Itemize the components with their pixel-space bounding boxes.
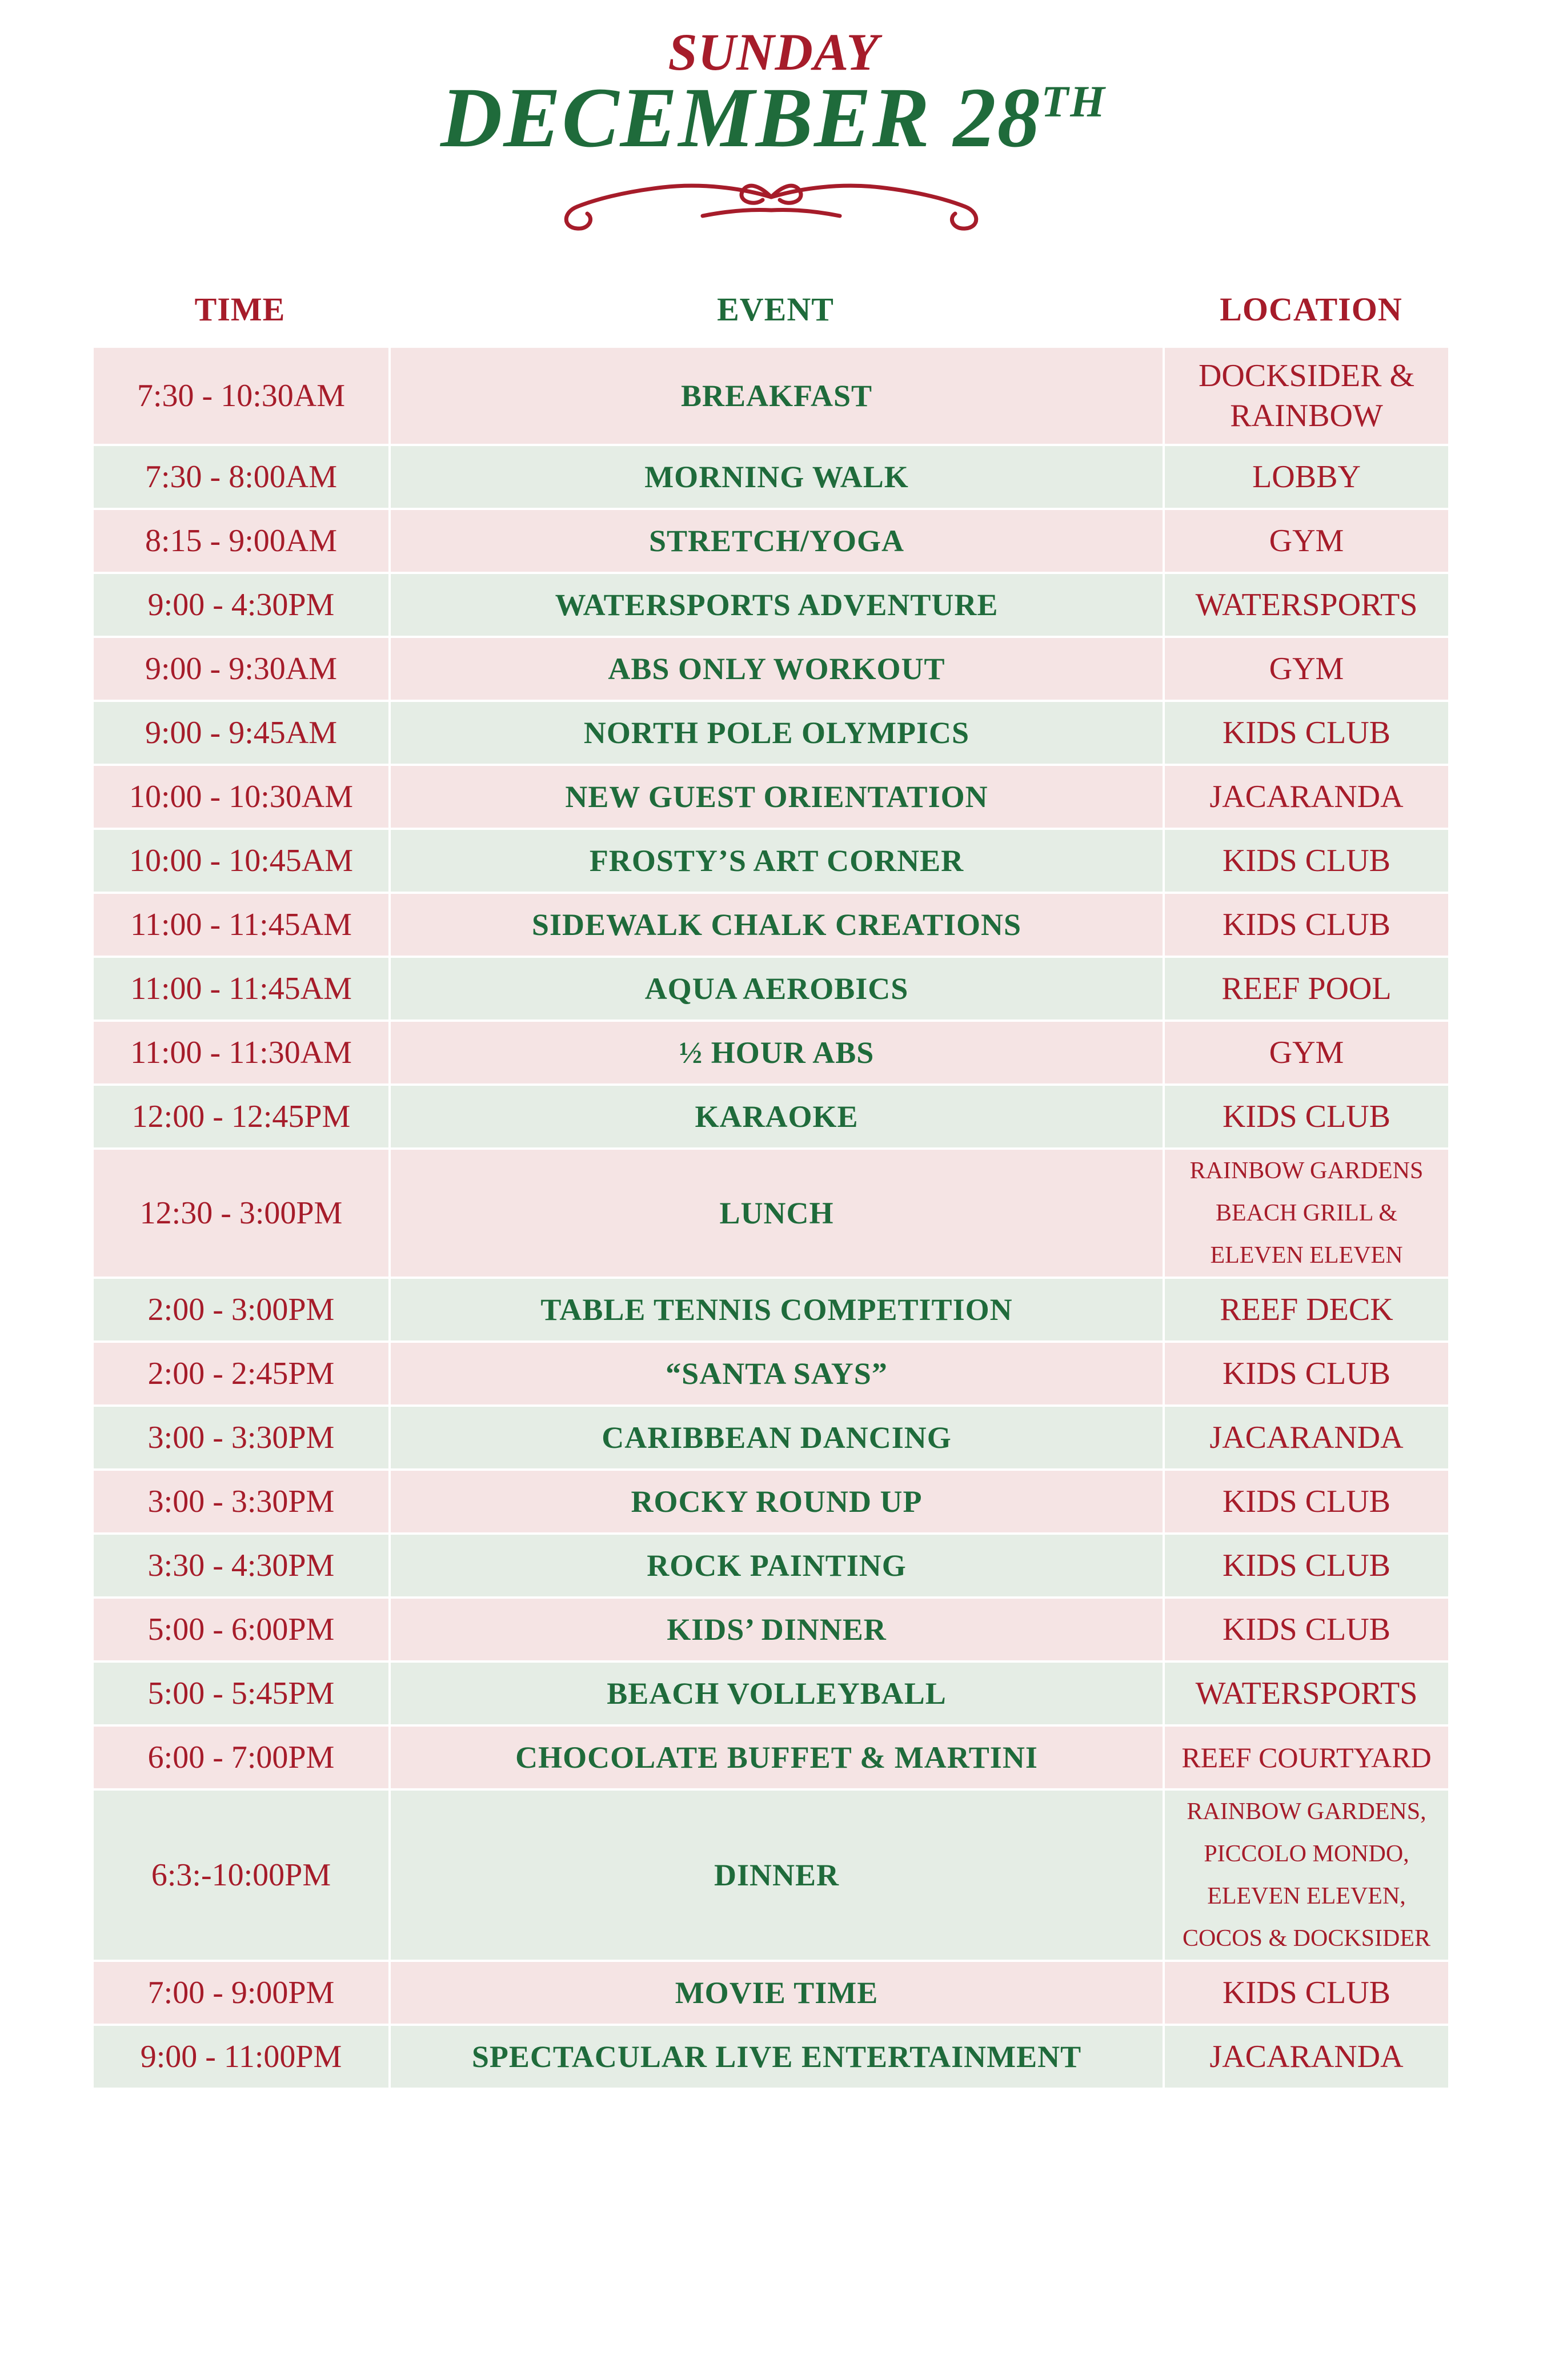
location-cell: REEF POOL: [1164, 957, 1449, 1021]
date-suffix: TH: [1041, 77, 1107, 126]
table-row: [93, 1661, 1449, 1725]
time-cell: 9:00 - 9:30AM: [93, 637, 390, 701]
location-cell: JACARANDA: [1164, 2025, 1449, 2089]
location-cell: KIDS CLUB: [1164, 829, 1449, 893]
time-cell: 6:00 - 7:00PM: [93, 1725, 390, 1789]
table-row: [93, 893, 1449, 957]
event-cell: AQUA AEROBICS: [390, 957, 1164, 1021]
table-row: [93, 1406, 1449, 1470]
event-cell: KARAOKE: [390, 1085, 1164, 1149]
time-cell: 3:30 - 4:30PM: [93, 1534, 390, 1598]
event-cell: ROCKY ROUND UP: [390, 1470, 1164, 1534]
event-cell: STRETCH/YOGA: [390, 509, 1164, 573]
event-cell: KIDS’ DINNER: [390, 1598, 1164, 1661]
column-header-time: TIME: [194, 291, 286, 328]
table-row: [93, 509, 1449, 573]
table-row: [93, 1085, 1449, 1149]
time-cell: 9:00 - 9:45AM: [93, 701, 390, 765]
location-cell: KIDS CLUB: [1164, 1598, 1449, 1661]
time-cell: 8:15 - 9:00AM: [93, 509, 390, 573]
table-row: [93, 701, 1449, 765]
table-row: [93, 765, 1449, 829]
location-cell: WATERSPORTS: [1164, 1661, 1449, 1725]
table-row: [93, 445, 1449, 509]
table-row: [93, 2025, 1449, 2089]
location-cell: REEF COURTYARD: [1164, 1725, 1449, 1789]
table-row: [93, 1342, 1449, 1406]
table-row: [93, 1789, 1449, 1961]
date-main: DECEMBER 28: [440, 70, 1041, 165]
location-cell: WATERSPORTS: [1164, 573, 1449, 637]
location-cell: KIDS CLUB: [1164, 1342, 1449, 1406]
time-cell: 5:00 - 5:45PM: [93, 1661, 390, 1725]
location-cell: KIDS CLUB: [1164, 1470, 1449, 1534]
location-cell: REEF DECK: [1164, 1278, 1449, 1342]
time-cell: 11:00 - 11:45AM: [93, 893, 390, 957]
location-cell: GYM: [1164, 637, 1449, 701]
time-cell: 3:00 - 3:30PM: [93, 1470, 390, 1534]
column-header-location: LOCATION: [1220, 291, 1402, 328]
event-cell: MORNING WALK: [390, 445, 1164, 509]
event-cell: SPECTACULAR LIVE ENTERTAINMENT: [390, 2025, 1164, 2089]
table-row: [93, 637, 1449, 701]
time-cell: 9:00 - 11:00PM: [93, 2025, 390, 2089]
location-cell: DOCKSIDER & RAINBOW: [1164, 347, 1449, 445]
time-cell: 7:00 - 9:00PM: [93, 1961, 390, 2025]
time-cell: 7:30 - 8:00AM: [93, 445, 390, 509]
event-cell: NORTH POLE OLYMPICS: [390, 701, 1164, 765]
table-row: [93, 347, 1449, 445]
time-cell: 2:00 - 3:00PM: [93, 1278, 390, 1342]
event-cell: SIDEWALK CHALK CREATIONS: [390, 893, 1164, 957]
table-row: [93, 1278, 1449, 1342]
table-row: [93, 1149, 1449, 1278]
location-cell: KIDS CLUB: [1164, 893, 1449, 957]
event-cell: MOVIE TIME: [390, 1961, 1164, 2025]
table-row: [93, 1534, 1449, 1598]
location-cell: RAINBOW GARDENS BEACH GRILL & ELEVEN ELEVEN: [1164, 1149, 1449, 1278]
time-cell: 2:00 - 2:45PM: [93, 1342, 390, 1406]
event-cell: ROCK PAINTING: [390, 1534, 1164, 1598]
event-cell: CHOCOLATE BUFFET & MARTINI: [390, 1725, 1164, 1789]
event-cell: BEACH VOLLEYBALL: [390, 1661, 1164, 1725]
event-cell: ABS ONLY WORKOUT: [390, 637, 1164, 701]
location-cell: GYM: [1164, 1021, 1449, 1085]
location-cell: JACARANDA: [1164, 765, 1449, 829]
event-cell: “SANTA SAYS”: [390, 1342, 1164, 1406]
table-row: [93, 957, 1449, 1021]
event-cell: LUNCH: [390, 1149, 1164, 1278]
schedule-table: [91, 346, 1450, 2090]
day-title: SUNDAY: [668, 23, 879, 81]
table-row: [93, 573, 1449, 637]
location-cell: GYM: [1164, 509, 1449, 573]
time-cell: 5:00 - 6:00PM: [93, 1598, 390, 1661]
location-cell: KIDS CLUB: [1164, 701, 1449, 765]
time-cell: 12:30 - 3:00PM: [93, 1149, 390, 1278]
location-cell: KIDS CLUB: [1164, 1085, 1449, 1149]
table-row: [93, 1725, 1449, 1789]
event-cell: CARIBBEAN DANCING: [390, 1406, 1164, 1470]
table-row: [93, 1598, 1449, 1661]
event-cell: ½ HOUR ABS: [390, 1021, 1164, 1085]
location-cell: JACARANDA: [1164, 1406, 1449, 1470]
table-row: [93, 1021, 1449, 1085]
column-header-event: EVENT: [717, 291, 834, 328]
location-cell: LOBBY: [1164, 445, 1449, 509]
time-cell: 11:00 - 11:45AM: [93, 957, 390, 1021]
time-cell: 11:00 - 11:30AM: [93, 1021, 390, 1085]
event-cell: NEW GUEST ORIENTATION: [390, 765, 1164, 829]
location-cell: KIDS CLUB: [1164, 1534, 1449, 1598]
table-row: [93, 829, 1449, 893]
decorative-flourish: [554, 166, 988, 234]
time-cell: 10:00 - 10:30AM: [93, 765, 390, 829]
time-cell: 12:00 - 12:45PM: [93, 1085, 390, 1149]
time-cell: 3:00 - 3:30PM: [93, 1406, 390, 1470]
time-cell: 9:00 - 4:30PM: [93, 573, 390, 637]
location-cell: RAINBOW GARDENS, PICCOLO MONDO, ELEVEN ELEVEN, COCOS & DOCKSIDER: [1164, 1789, 1449, 1961]
event-cell: BREAKFAST: [390, 347, 1164, 445]
time-cell: 6:3:-10:00PM: [93, 1789, 390, 1961]
time-cell: 7:30 - 10:30AM: [93, 347, 390, 445]
location-cell: KIDS CLUB: [1164, 1961, 1449, 2025]
table-row: [93, 1470, 1449, 1534]
event-cell: TABLE TENNIS COMPETITION: [390, 1278, 1164, 1342]
table-row: [93, 1961, 1449, 2025]
event-cell: FROSTY’S ART CORNER: [390, 829, 1164, 893]
event-cell: WATERSPORTS ADVENTURE: [390, 573, 1164, 637]
event-cell: DINNER: [390, 1789, 1164, 1961]
time-cell: 10:00 - 10:45AM: [93, 829, 390, 893]
date-title: [0, 69, 1547, 167]
